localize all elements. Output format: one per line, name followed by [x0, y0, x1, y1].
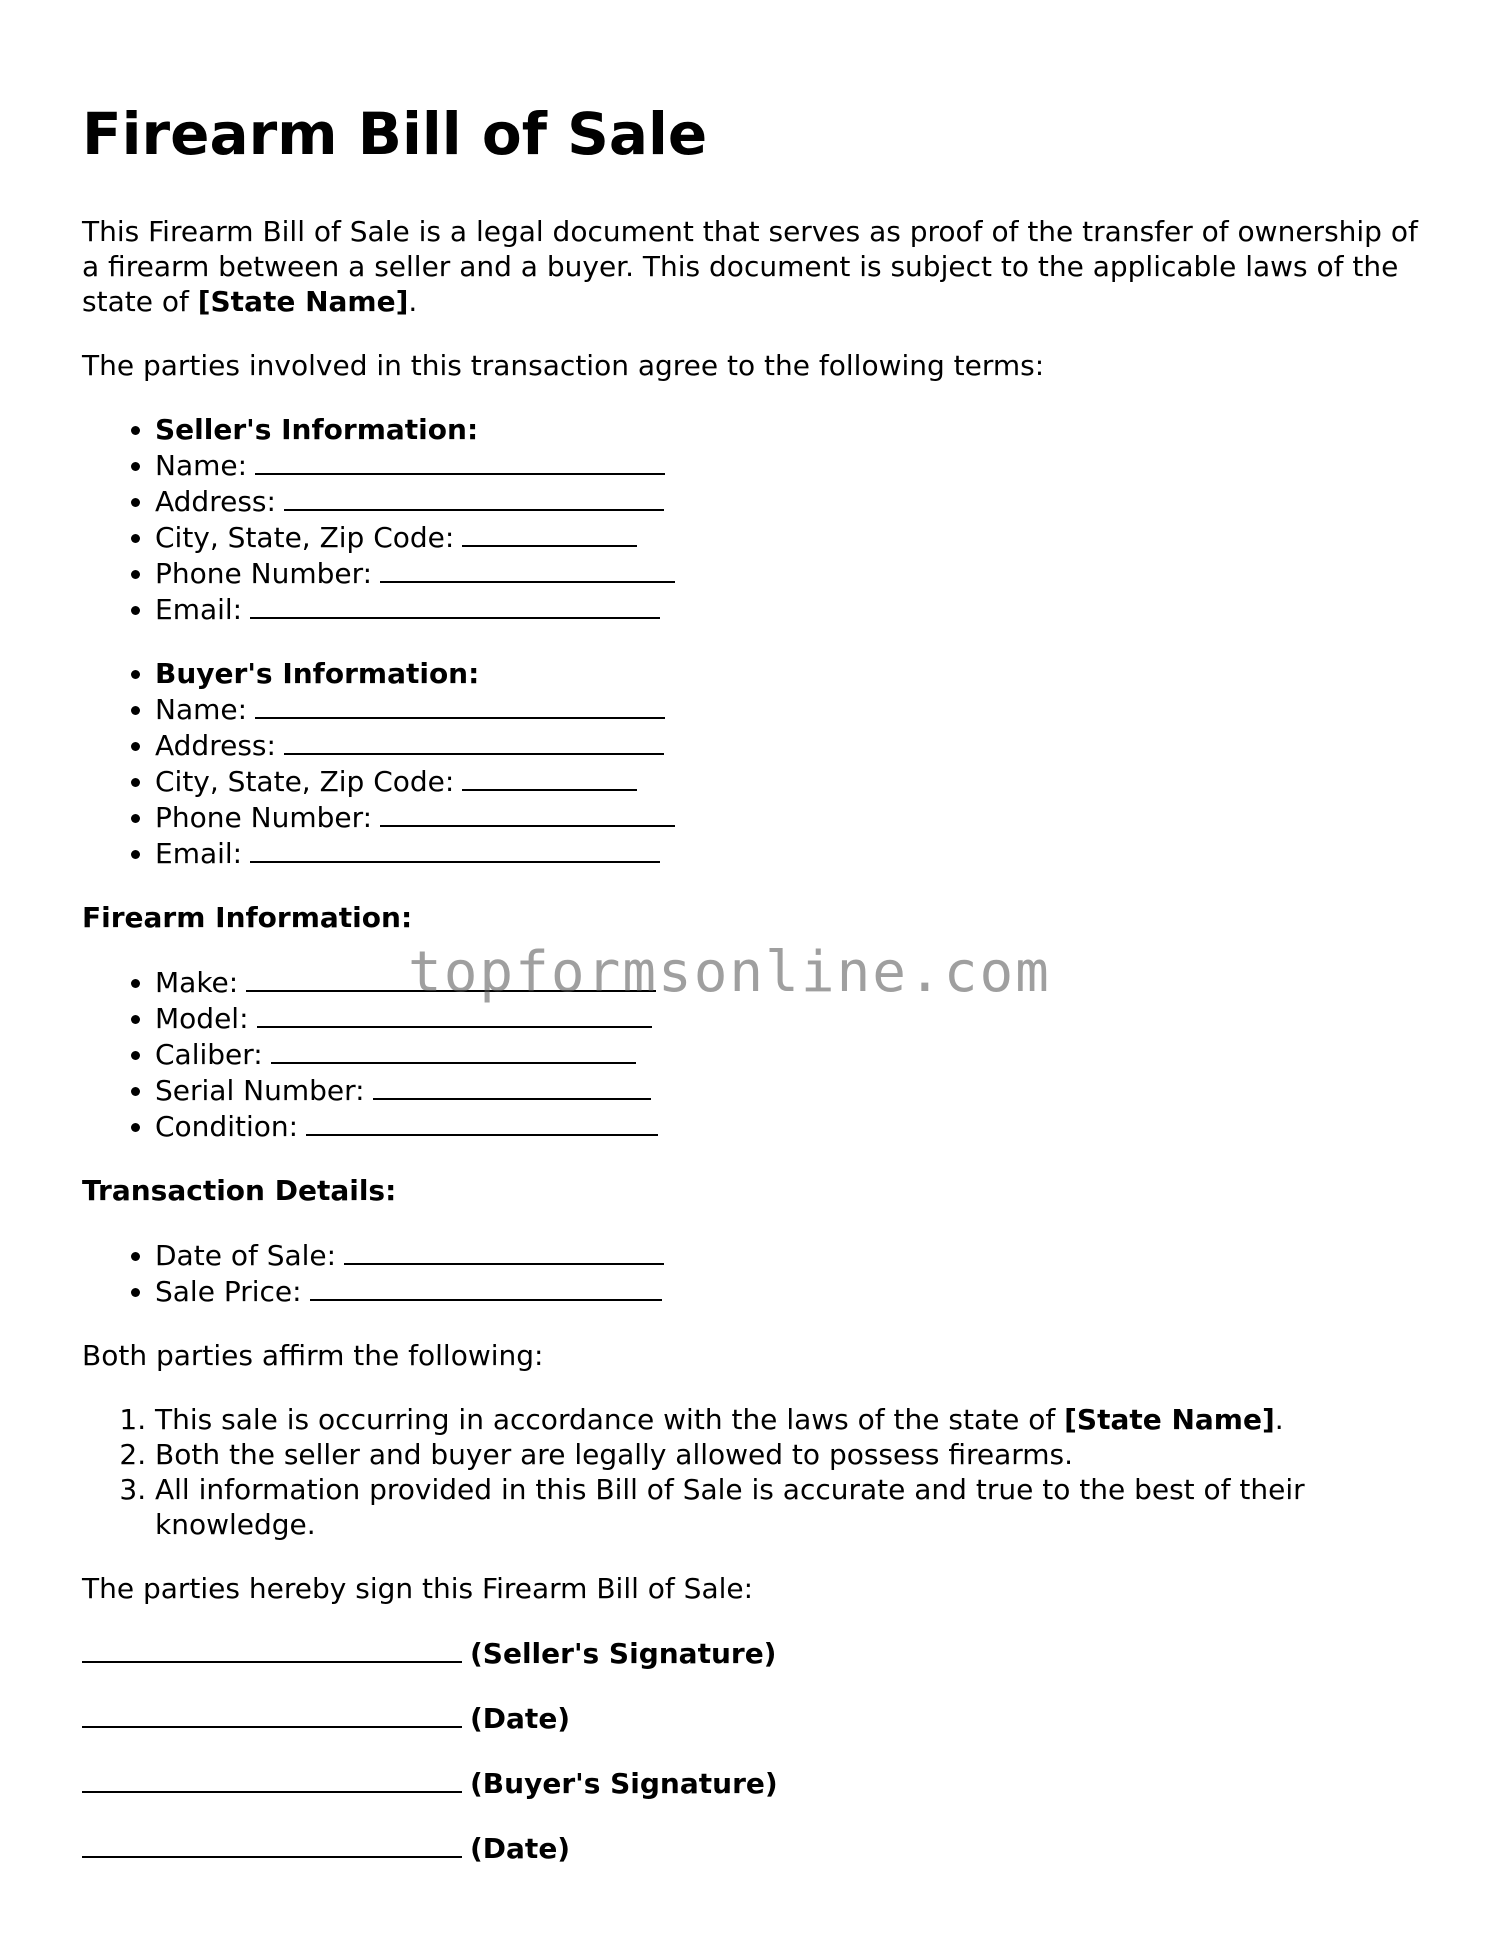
intro-text: This Firearm Bill of Sale is a legal document that serves as proof of the transfer of ownership of a firearm between a seller and a buyer. This document is subject to the applicable laws of the state of	[82, 214, 1418, 318]
buyer-date-label: (Date)	[470, 1831, 571, 1865]
buyer-heading: • Buyer's Information:	[155, 656, 1422, 691]
buyer-email-field[interactable]	[250, 835, 660, 863]
affirmation-1-period: .	[1274, 1402, 1284, 1436]
seller-name-field[interactable]	[255, 447, 665, 475]
seller-city-field[interactable]	[462, 519, 637, 547]
buyer-phone-field[interactable]	[380, 799, 675, 827]
transaction-date-item	[155, 1237, 1422, 1273]
document-title: Firearm Bill of Sale	[82, 100, 708, 168]
sign-intro: The parties hereby sign this Firearm Bill of Sale:	[82, 1571, 754, 1605]
affirmation-item: 2. Both the seller and buyer are legally allowed to possess firearms.	[155, 1437, 1422, 1472]
transaction-heading: Transaction Details:	[82, 1173, 397, 1207]
seller-address-item	[155, 483, 1422, 519]
firearm-caliber-item	[155, 1036, 1422, 1072]
seller-date-line[interactable]	[82, 1700, 462, 1728]
buyer-name-label: Name:	[155, 692, 248, 726]
buyer-date-row	[82, 1830, 1422, 1866]
buyer-city-item	[155, 763, 1422, 799]
seller-email-item	[155, 591, 1422, 627]
seller-date-label: (Date)	[470, 1701, 571, 1735]
intro-paragraph	[82, 214, 1422, 319]
firearm-heading: Firearm Information:	[82, 900, 413, 934]
buyer-signature-line[interactable]	[82, 1765, 462, 1793]
buyer-address-field[interactable]	[284, 727, 664, 755]
firearm-serial-label: Serial Number:	[155, 1073, 365, 1107]
buyer-date-line[interactable]	[82, 1830, 462, 1858]
seller-phone-label: Phone Number:	[155, 556, 373, 590]
affirmation-item: 3. All information provided in this Bill of Sale is accurate and true to the best of their knowledge.	[155, 1472, 1422, 1542]
seller-city-item	[155, 519, 1422, 555]
buyer-signature-label: (Buyer's Signature)	[470, 1766, 778, 1800]
seller-city-label: City, State, Zip Code:	[155, 520, 455, 554]
buyer-phone-item	[155, 799, 1422, 835]
affirmations-list	[82, 1402, 1422, 1542]
firearm-serial-item	[155, 1072, 1422, 1108]
buyer-signature-row	[82, 1765, 1422, 1801]
firearm-make-label: Make:	[155, 965, 239, 999]
buyer-email-label: Email:	[155, 836, 243, 870]
affirmation-1-state: [State Name]	[1064, 1402, 1275, 1436]
transaction-list	[82, 1237, 1422, 1309]
buyer-name-field[interactable]	[255, 691, 665, 719]
firearm-serial-field[interactable]	[373, 1072, 651, 1100]
buyer-city-label: City, State, Zip Code:	[155, 764, 455, 798]
seller-email-label: Email:	[155, 592, 243, 626]
buyer-address-item	[155, 727, 1422, 763]
affirmation-item	[155, 1402, 1422, 1437]
seller-info-list	[82, 412, 1422, 627]
seller-name-label: Name:	[155, 448, 248, 482]
seller-name-item	[155, 447, 1422, 483]
transaction-price-field[interactable]	[310, 1273, 662, 1301]
transaction-price-item	[155, 1273, 1422, 1309]
transaction-date-field[interactable]	[344, 1237, 664, 1265]
firearm-caliber-field[interactable]	[271, 1036, 636, 1064]
seller-phone-field[interactable]	[380, 555, 675, 583]
firearm-condition-item	[155, 1108, 1422, 1144]
parties-intro: The parties involved in this transaction agree to the following terms:	[82, 348, 1045, 382]
buyer-info-list	[82, 656, 1422, 871]
buyer-name-item	[155, 691, 1422, 727]
intro-period: .	[408, 284, 418, 318]
seller-email-field[interactable]	[250, 591, 660, 619]
buyer-phone-label: Phone Number:	[155, 800, 373, 834]
watermark: topformsonline.com	[408, 940, 1051, 1005]
buyer-city-field[interactable]	[462, 763, 637, 791]
firearm-condition-field[interactable]	[306, 1108, 658, 1136]
transaction-date-label: Date of Sale:	[155, 1238, 337, 1272]
seller-heading: • Seller's Information:	[155, 412, 1422, 447]
seller-address-label: Address:	[155, 484, 276, 518]
affirm-intro: Both parties affirm the following:	[82, 1338, 544, 1372]
seller-signature-line[interactable]	[82, 1635, 462, 1663]
transaction-price-label: Sale Price:	[155, 1274, 302, 1308]
intro-state-placeholder: [State Name]	[197, 284, 409, 318]
firearm-model-label: Model:	[155, 1001, 249, 1035]
firearm-caliber-label: Caliber:	[155, 1037, 263, 1071]
firearm-condition-label: Condition:	[155, 1109, 299, 1143]
seller-phone-item	[155, 555, 1422, 591]
seller-signature-label: (Seller's Signature)	[470, 1636, 777, 1670]
buyer-email-item	[155, 835, 1422, 871]
seller-date-row	[82, 1700, 1422, 1736]
buyer-address-label: Address:	[155, 728, 276, 762]
seller-signature-row	[82, 1635, 1422, 1671]
affirmation-1-text: This sale is occurring in accordance with the laws of the state of	[155, 1402, 1065, 1436]
seller-address-field[interactable]	[284, 483, 664, 511]
